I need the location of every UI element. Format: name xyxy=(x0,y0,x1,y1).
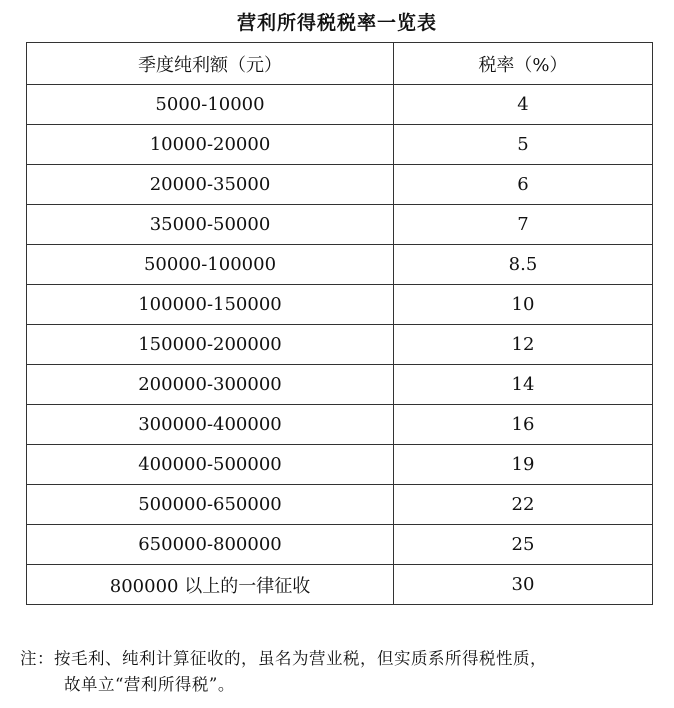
footnote-line-2: 故单立“营利所得税”。 xyxy=(64,675,235,694)
table-row xyxy=(27,165,653,205)
table-row xyxy=(27,245,653,285)
profit-range-cell: 300000-400000 xyxy=(27,405,394,445)
table-row xyxy=(27,405,653,445)
profit-range-cell: 100000-150000 xyxy=(27,285,394,325)
tax-rate-cell: 16 xyxy=(394,405,653,445)
profit-range-cell: 650000-800000 xyxy=(27,525,394,565)
footnote xyxy=(20,646,670,698)
tax-rate-cell: 7 xyxy=(394,205,653,245)
profit-range-cell: 400000-500000 xyxy=(27,445,394,485)
table-header-row xyxy=(27,43,653,85)
profit-range-cell: 20000-35000 xyxy=(27,165,394,205)
profit-range-cell: 35000-50000 xyxy=(27,205,394,245)
tax-rate-cell: 14 xyxy=(394,365,653,405)
profit-range-cell: 150000-200000 xyxy=(27,325,394,365)
footnote-line-1: 注：按毛利、纯利计算征收的，虽名为营业税，但实质系所得税性质， xyxy=(20,649,547,668)
tax-rate-cell: 4 xyxy=(394,85,653,125)
table-row xyxy=(27,85,653,125)
tax-rate-cell: 5 xyxy=(394,125,653,165)
tax-rate-table xyxy=(26,42,653,605)
profit-range-cell: 50000-100000 xyxy=(27,245,394,285)
header-tax-rate: 税率（%） xyxy=(394,43,653,85)
tax-rate-cell: 25 xyxy=(394,525,653,565)
header-quarterly-net-profit: 季度纯利额（元） xyxy=(27,43,394,85)
tax-rate-cell: 22 xyxy=(394,485,653,525)
table-row xyxy=(27,325,653,365)
profit-range-cell: 500000-650000 xyxy=(27,485,394,525)
tax-rate-cell: 19 xyxy=(394,445,653,485)
table-row xyxy=(27,125,653,165)
tax-rate-cell: 6 xyxy=(394,165,653,205)
table-row xyxy=(27,205,653,245)
table-row xyxy=(27,365,653,405)
profit-range-cell: 200000-300000 xyxy=(27,365,394,405)
table-row xyxy=(27,285,653,325)
table-body xyxy=(27,85,653,605)
table-title: 营利所得税税率一览表 xyxy=(236,12,437,34)
tax-rate-cell: 12 xyxy=(394,325,653,365)
table-row xyxy=(27,565,653,605)
table-row xyxy=(27,485,653,525)
profit-range-cell: 800000 以上的一律征收 xyxy=(27,565,394,605)
table-row xyxy=(27,445,653,485)
profit-range-cell: 10000-20000 xyxy=(27,125,394,165)
tax-rate-cell: 10 xyxy=(394,285,653,325)
profit-range-cell: 5000-10000 xyxy=(27,85,394,125)
tax-rate-cell: 30 xyxy=(394,565,653,605)
tax-rate-cell: 8.5 xyxy=(394,245,653,285)
table-row xyxy=(27,525,653,565)
